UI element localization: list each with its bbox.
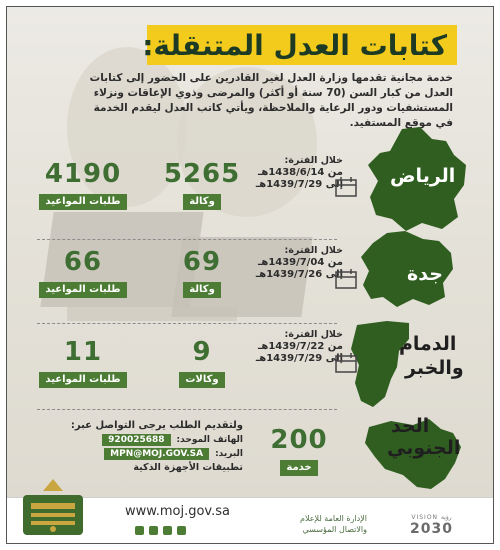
stat-value: 9 <box>192 337 212 367</box>
dammam-label-line1: الدمام <box>399 333 457 355</box>
stat-label: طلبات المواعيد <box>39 194 126 210</box>
dammam-period-to: إلى 1439/7/29هـ <box>255 353 343 364</box>
stat-label: وكالات <box>179 372 224 388</box>
ministry-logo-icon <box>17 477 89 539</box>
stat-value: 5265 <box>163 159 241 189</box>
intro-text: خدمة مجانية تقدمها وزارة العدل لغير القادرين على الحضور إلى كتابات العدل من كبار السن (70 سنة أو أكثر) والمرضى وذوي الإعاقات ونزلاء المستشفيات ودور الرعاية والملاحظة، ويأتي كاتب العدل ليقدم الخدمة في موقع المستفيد. <box>89 72 453 129</box>
title-bar <box>142 25 457 65</box>
riyadh-stat-agencies <box>157 159 247 210</box>
divider <box>37 239 337 240</box>
stat-value: 66 <box>63 247 103 277</box>
contact-block <box>43 420 243 473</box>
dammam-period-from: من 1439/7/22هـ <box>257 341 343 352</box>
stat-label: خدمة <box>280 460 317 476</box>
smart-apps-text: تطبيقات الأجهزة الذكية <box>133 462 243 473</box>
southern-stat-services <box>259 425 339 476</box>
department-name <box>247 513 367 535</box>
footer <box>7 497 493 543</box>
southern-label-line2: الجنوبي <box>387 437 461 459</box>
jeddah-label: جدة <box>407 263 443 285</box>
jeddah-period-from: من 1439/7/04هـ <box>257 257 343 268</box>
calendar-icon <box>335 353 357 373</box>
vision-2030-logo <box>410 514 453 537</box>
jeddah-period <box>233 245 343 281</box>
calendar-icon <box>335 269 357 289</box>
jeddah-period-to: إلى 1439/7/26هـ <box>255 269 343 280</box>
website-link[interactable]: www.moj.gov.sa <box>125 504 230 519</box>
jeddah-map <box>357 229 457 309</box>
vision-label: VISION رؤية <box>411 514 452 521</box>
dammam-period-label: خلال الفترة: <box>284 329 343 340</box>
riyadh-label: الرياض <box>390 165 456 187</box>
dept-line1: الإدارة العامة للإعلام <box>300 514 367 523</box>
riyadh-map <box>362 125 472 235</box>
stat-value: 69 <box>182 247 222 277</box>
divider <box>37 323 337 324</box>
divider <box>37 409 337 410</box>
contact-heading: ولتقديم الطلب يرجى التواصل عبر: <box>70 420 243 431</box>
dammam-stat-agencies <box>157 337 247 388</box>
stat-label: وكالة <box>183 282 221 298</box>
stat-label: طلبات المواعيد <box>39 282 126 298</box>
stat-label: وكالة <box>183 194 221 210</box>
dammam-label-line2: والخبر <box>405 357 464 379</box>
vision-year: 2030 <box>410 521 453 537</box>
riyadh-period-to: إلى 1439/7/29هـ <box>255 179 343 190</box>
instagram-icon[interactable] <box>163 526 172 535</box>
calendar-icon <box>335 177 357 197</box>
youtube-icon[interactable] <box>149 526 158 535</box>
dept-line2: والاتصال المؤسسي <box>302 525 367 534</box>
riyadh-period-label: خلال الفترة: <box>284 155 343 166</box>
email-row <box>43 448 243 460</box>
twitter-icon[interactable] <box>135 526 144 535</box>
phone-number[interactable]: 920025688 <box>102 434 170 446</box>
southern-label-line1: الحد <box>391 415 430 437</box>
riyadh-stat-appointments <box>33 159 133 210</box>
email-label: البريد: <box>215 449 243 459</box>
social-icons <box>135 526 186 535</box>
infographic <box>6 6 494 544</box>
page-title: كتابات العدل المتنقلة: <box>142 28 447 62</box>
riyadh-period-from: من 1438/6/14هـ <box>257 167 343 178</box>
email-address[interactable]: MPN@MOJ.GOV.SA <box>104 448 209 460</box>
dammam-stat-appointments <box>33 337 133 388</box>
stat-value: 200 <box>270 425 328 455</box>
phone-label: الهاتف الموحد: <box>176 435 243 445</box>
snapchat-icon[interactable] <box>177 526 186 535</box>
jeddah-period-label: خلال الفترة: <box>284 245 343 256</box>
stat-value: 4190 <box>44 159 122 189</box>
dammam-map <box>347 319 467 409</box>
jeddah-stat-agencies <box>157 247 247 298</box>
stat-value: 11 <box>63 337 103 367</box>
phone-row <box>43 434 243 446</box>
southern-map <box>361 413 471 493</box>
stat-label: طلبات المواعيد <box>39 372 126 388</box>
riyadh-period <box>233 155 343 191</box>
dammam-period <box>233 329 343 365</box>
jeddah-stat-appointments <box>33 247 133 298</box>
